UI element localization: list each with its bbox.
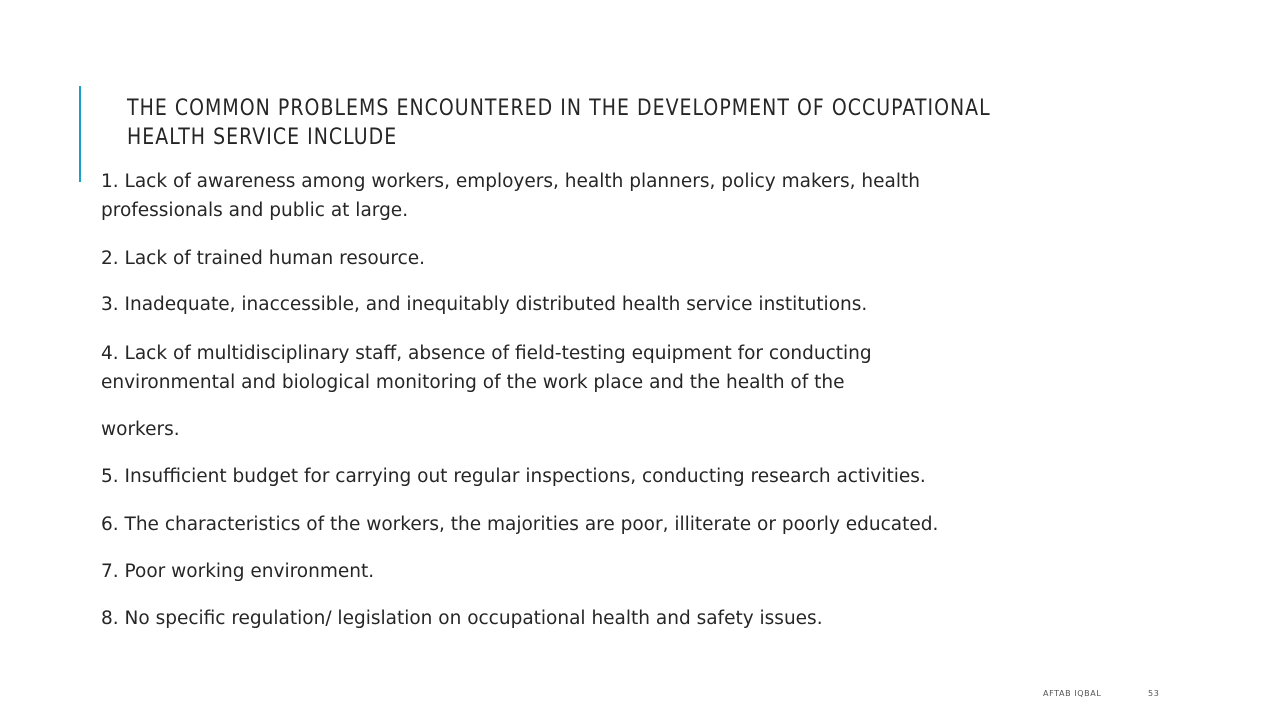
- body-line-3: 2. Lack of trained human resource.: [101, 248, 426, 269]
- footer-author: AFTAB IQBAL: [1043, 689, 1102, 698]
- body-line-8: 5. Insufficient budget for carrying out regular inspections, conducting research activities.: [101, 466, 926, 487]
- body-line-9: 6. The characteristics of the workers, the majorities are poor, illiterate or poorly educated.: [101, 514, 939, 535]
- body-line-2: professionals and public at large.: [101, 200, 409, 221]
- title-accent-bar: [79, 86, 81, 182]
- footer-page-number: 53: [1148, 689, 1160, 698]
- body-line-5: 4. Lack of multidisciplinary staff, absence of field-testing equipment for conducting: [101, 343, 872, 364]
- body-line-10: 7. Poor working environment.: [101, 561, 375, 582]
- body-line-1: 1. Lack of awareness among workers, employers, health planners, policy makers, health: [101, 171, 920, 192]
- body-line-7: workers.: [101, 419, 180, 440]
- body-line-6: environmental and biological monitoring of the work place and the health of the: [101, 372, 845, 393]
- slide-body: [101, 0, 1171, 720]
- body-line-4: 3. Inadequate, inaccessible, and inequitably distributed health service institutions.: [101, 294, 868, 315]
- body-line-11: 8. No specific regulation/ legislation on occupational health and safety issues.: [101, 608, 823, 629]
- slide-title: THE COMMON PROBLEMS ENCOUNTERED IN THE DEVELOPMENT OF OCCUPATIONAL HEALTH SERVICE INCLUDE: [127, 96, 991, 150]
